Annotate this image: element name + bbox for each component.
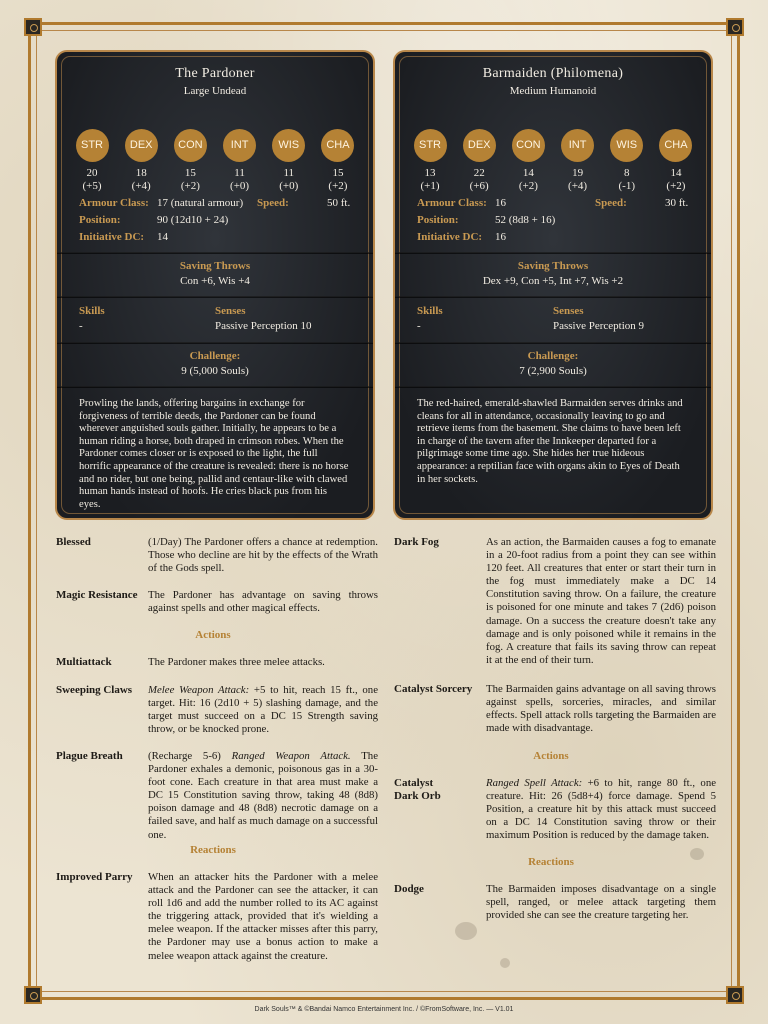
- ability-con: CON 15 (+2): [171, 129, 209, 192]
- saves-value: Dex +9, Con +5, Int +7, Wis +2: [482, 275, 624, 287]
- armour-value: 17 (natural armour): [157, 197, 244, 209]
- feature-name-dark-fog: Dark Fog: [394, 536, 439, 548]
- speed-value: 50 ft.: [327, 197, 351, 209]
- ability-dex: DEX 18 (+4): [122, 129, 160, 192]
- skills-label: Skills: [417, 305, 443, 317]
- senses-label: Senses: [215, 305, 246, 317]
- armour-value: 16: [495, 197, 506, 209]
- challenge-value: 7 (2,900 Souls): [519, 365, 587, 377]
- senses-value: Passive Perception 9: [553, 320, 645, 332]
- speed-label: Speed:: [257, 197, 289, 209]
- initiative-label: Initiative DC:: [79, 231, 145, 243]
- feature-text-catalyst-dark-orb: Ranged Spell Attack: +6 to hit, range 80 ft., one creature. Hit: 26 (5d8+4) force damage. Spend 5 Position, a creature hit by this attack must succeed on a DC 14 Constitution saving throw or their maximum Position is reduced by the damage taken.: [486, 777, 717, 842]
- ability-str: STR 20 (+5): [73, 129, 111, 192]
- position-value: 52 (8d8 + 16): [495, 214, 556, 226]
- feature-text-catalyst-sorcery: The Barmaiden gains advantage on all saving throws against spells, sorceries, miracles, and similar effects. Spell attack rolls targeting the Barmaiden are made with disadvantage.: [486, 683, 716, 735]
- feature-text-magic-resistance: The Pardoner has advantage on saving throws against spells and other magical effects.: [148, 589, 378, 615]
- creature-name: Barmaiden (Philomena): [482, 66, 624, 81]
- divider: [395, 296, 711, 298]
- corner-ornament-icon: [726, 18, 744, 36]
- ability-con: CON 14 (+2): [509, 129, 547, 192]
- divider: [395, 342, 711, 344]
- feature-name-magic-resistance: Magic Resistance: [56, 589, 138, 601]
- skills-value: -: [417, 320, 421, 332]
- ability-cha: CHA 15 (+2): [319, 129, 357, 192]
- divider: [57, 296, 373, 298]
- feature-name-plague-breath: Plague Breath: [56, 750, 123, 762]
- section-heading-reactions: Reactions: [190, 844, 236, 856]
- ability-int: INT 19 (+4): [559, 129, 597, 192]
- copyright-footer: Dark Souls™ & ©Bandai Namco Entertainment Inc. / ©FromSoftware, Inc. — V1.01: [254, 1006, 514, 1013]
- divider: [395, 252, 711, 254]
- position-label: Position:: [79, 214, 121, 226]
- creature-name: The Pardoner: [175, 66, 255, 81]
- challenge-label: Challenge:: [527, 350, 579, 362]
- feature-name-multiattack: Multiattack: [56, 656, 112, 668]
- corner-ornament-icon: [24, 986, 42, 1004]
- section-heading-actions: Actions: [195, 629, 231, 641]
- feature-text-dark-fog: As an action, the Barmaiden causes a fog to emanate in a 20-foot radius from a point they can see within 120 feet. All creatures that enter or start their turn in the fog must immediately make a DC 14 Constitution saving throw. On a failure, the creature is poisoned for one minute and takes 7 (2d6) poison damage. On a success the creature doesn't take any damage and is only poisoned while it remains in the fog. A creature that fails its saving throw can repeat it at the end of their turn.: [486, 536, 716, 666]
- pardoner-statblock: [55, 50, 375, 520]
- feature-name-improved-parry: Improved Parry: [56, 871, 133, 883]
- position-label: Position:: [417, 214, 459, 226]
- ink-stain: [690, 848, 704, 860]
- feature-name-dodge: Dodge: [394, 883, 424, 895]
- skills-label: Skills: [79, 305, 105, 317]
- feature-name-sweeping-claws: Sweeping Claws: [56, 684, 133, 696]
- ability-wis: WIS 8 (-1): [608, 129, 646, 192]
- barmaiden-statblock: [393, 50, 713, 520]
- ink-stain: [500, 958, 510, 968]
- senses-label: Senses: [553, 305, 584, 317]
- skills-value: -: [79, 320, 83, 332]
- ability-int: INT 11 (+0): [221, 129, 259, 192]
- saves-label: Saving Throws: [179, 260, 251, 272]
- saves-label: Saving Throws: [517, 260, 589, 272]
- ink-stain: [455, 922, 477, 940]
- feature-text-multiattack: The Pardoner makes three melee attacks.: [148, 656, 325, 668]
- armour-label: Armour Class:: [79, 197, 149, 209]
- divider: [57, 252, 373, 254]
- creature-description: Prowling the lands, offering bargains in exchange for forgiveness of terrible deeds, the Pardoner can be found wherever anguished souls gather. Initially, he appears to be a human riding a horse, both draped in crimson robes. When the Pardoner comes closer or is exposed to the light, the full horrific appearance of the creature is revealed: there is no horse and no rider, but one being, pallid and centaur-like with clawed human hands instead of hoofs. He cries black pus from his eyes.: [79, 398, 349, 510]
- ability-dex: DEX 22 (+6): [460, 129, 498, 192]
- creature-type: Medium Humanoid: [509, 85, 597, 97]
- corner-ornament-icon: [726, 986, 744, 1004]
- initiative-value: 16: [495, 231, 506, 243]
- feature-text-blessed: (1/Day) The Pardoner offers a chance at redemption. Those who decline are hit by the effects of the Wrath of the Gods spell.: [148, 536, 378, 575]
- divider: [395, 386, 711, 388]
- ability-str: STR 13 (+1): [411, 129, 449, 192]
- saves-value: Con +6, Wis +4: [180, 275, 250, 287]
- feature-text-plague-breath: (Recharge 5-6) Ranged Weapon Attack. The Pardoner exhales a demonic, poisonous gas in a 30-foot cone. Each creature in that area must make a DC 15 Constitution saving throw, taking 48 (8d8) poison damage and 48 (8d8) necrotic damage on a failed save, and half as much damage on a successful one.: [148, 750, 378, 841]
- position-value: 90 (12d10 + 24): [157, 214, 229, 226]
- initiative-value: 14: [157, 231, 168, 243]
- speed-value: 30 ft.: [665, 197, 689, 209]
- divider: [57, 386, 373, 388]
- challenge-value: 9 (5,000 Souls): [181, 365, 249, 377]
- feature-text-dodge: The Barmaiden imposes disadvantage on a single spell, ranged, or melee attack targeting them provided she can see the creature targeting her.: [486, 883, 716, 922]
- corner-ornament-icon: [24, 18, 42, 36]
- creature-description: The red-haired, emerald-shawled Barmaiden serves drinks and cleans for all in attendance, occasionally leaving to go and retrieve items from the basement. She claims to have been left in charge of the tavern after the Innkeeper departed for a pilgrimage some time ago. She hides her true hideous appearance: a reptilian face with organs akin to Eyes of Death in her sockets.: [417, 398, 683, 485]
- feature-name-catalyst-dark-orb: Catalyst Dark Orb: [394, 777, 441, 802]
- feature-name-catalyst-sorcery: Catalyst Sorcery: [394, 683, 473, 695]
- feature-text-sweeping-claws: Melee Weapon Attack: +5 to hit, reach 15 ft., one target. Hit: 16 (2d10 + 5) slashing damage, and the target must succeed on a DC 15 Strength saving throw, or be knocked prone.: [148, 684, 378, 736]
- ability-cha: CHA 14 (+2): [657, 129, 695, 192]
- initiative-label: Initiative DC:: [417, 231, 483, 243]
- section-heading-reactions: Reactions: [528, 856, 574, 868]
- section-heading-actions: Actions: [533, 750, 569, 762]
- ability-wis: WIS 11 (+0): [270, 129, 308, 192]
- feature-name-blessed: Blessed: [56, 536, 91, 548]
- divider: [57, 342, 373, 344]
- armour-label: Armour Class:: [417, 197, 487, 209]
- ability-scores: [395, 129, 711, 192]
- senses-value: Passive Perception 10: [215, 320, 312, 332]
- creature-type: Large Undead: [183, 85, 247, 97]
- ability-scores: [57, 129, 373, 192]
- speed-label: Speed:: [595, 197, 627, 209]
- feature-text-improved-parry: When an attacker hits the Pardoner with a melee attack and the Pardoner can see the attacker, it can roll 1d6 and add the number rolled to its AC against the triggering attack, provided that it's wielding a melee weapon. If the attacker misses after this parry, the Pardoner may use a bonus action to make a melee weapon attack against the creature.: [148, 871, 378, 962]
- challenge-label: Challenge:: [189, 350, 241, 362]
